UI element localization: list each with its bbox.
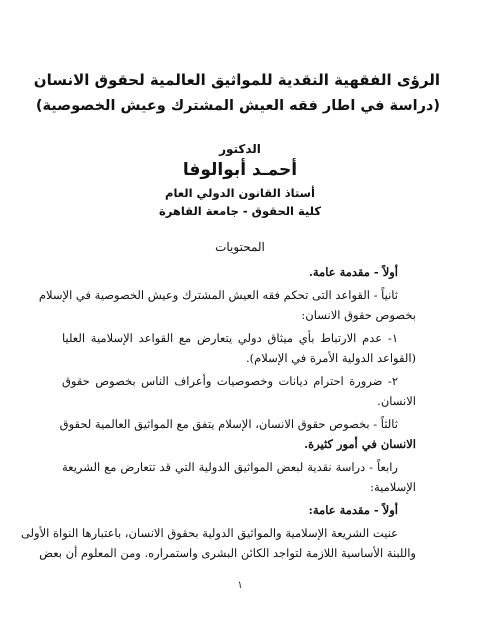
toc-item-agreement: ثالثاً - بخصوص حقوق الانسان، الإسلام يتفق مع المواثيق العالمية لحقوق (59, 417, 398, 431)
toc-item-intro-text: أولاً - مقدمة عامة. (308, 265, 398, 279)
document-title-line-1: الرؤى الفقهية النقدية للمواثيق العالمية لحقوق الانسان (33, 71, 440, 89)
author-position: أستاذ القانون الدولي العام (165, 186, 315, 200)
author-name: أحمـد أبوالوفا (182, 160, 298, 180)
toc-item-critique-cont: الإسلامية: (370, 480, 416, 494)
author-affiliation: كلية الحقوق - جامعة القاهرة (158, 204, 322, 218)
toc-item-rules-cont: بخصوص حقوق الانسان: (301, 308, 416, 322)
document-title-line-2: (دراسة في اطار فقه العيش المشترك وعيش الخصوصية) (35, 98, 440, 114)
toc-subitem-2-cont: الانسان. (377, 394, 416, 408)
toc-subitem-1: ١- عدم الارتباط بأي ميثاق دولي يتعارض مع القواعد الإسلامية العليا (62, 331, 398, 345)
page-number: ١ (237, 580, 243, 591)
toc-subitem-1-cont: (القواعد الدولية الأمرة في الإسلام). (246, 351, 416, 365)
body-text-line-2: واللبنة الأساسية اللازمة لتواجد الكائن البشرى واستمراره. ومن المعلوم أن بعض (39, 546, 416, 560)
author-role: الدكتور (219, 142, 261, 156)
toc-heading: المحتويات (215, 240, 265, 254)
section-heading-intro: أولاً - مقدمة عامة: (308, 503, 398, 517)
toc-item-rules: ثانياً - القواعد التى تحكم فقه العيش المشترك وعيش الخصوصية في الإسلام (38, 288, 398, 302)
body-text-line-1: عنيت الشريعة الإسلامية والمواثيق الدولية بحقوق الانسان، باعتبارها النواة الأولى (20, 526, 398, 540)
toc-item-intro (62, 264, 398, 280)
toc-subitem-2: ٢- ضرورة احترام ديانات وخصوصيات وأعراف الناس بخصوص حقوق (62, 374, 398, 388)
toc-item-critique: رابعاً - دراسة نقدية لبعض المواثيق الدولية التي قد تتعارض مع الشريعة (62, 460, 398, 474)
toc-item-agreement-cont: الانسان في أمور كثيرة. (304, 437, 416, 451)
